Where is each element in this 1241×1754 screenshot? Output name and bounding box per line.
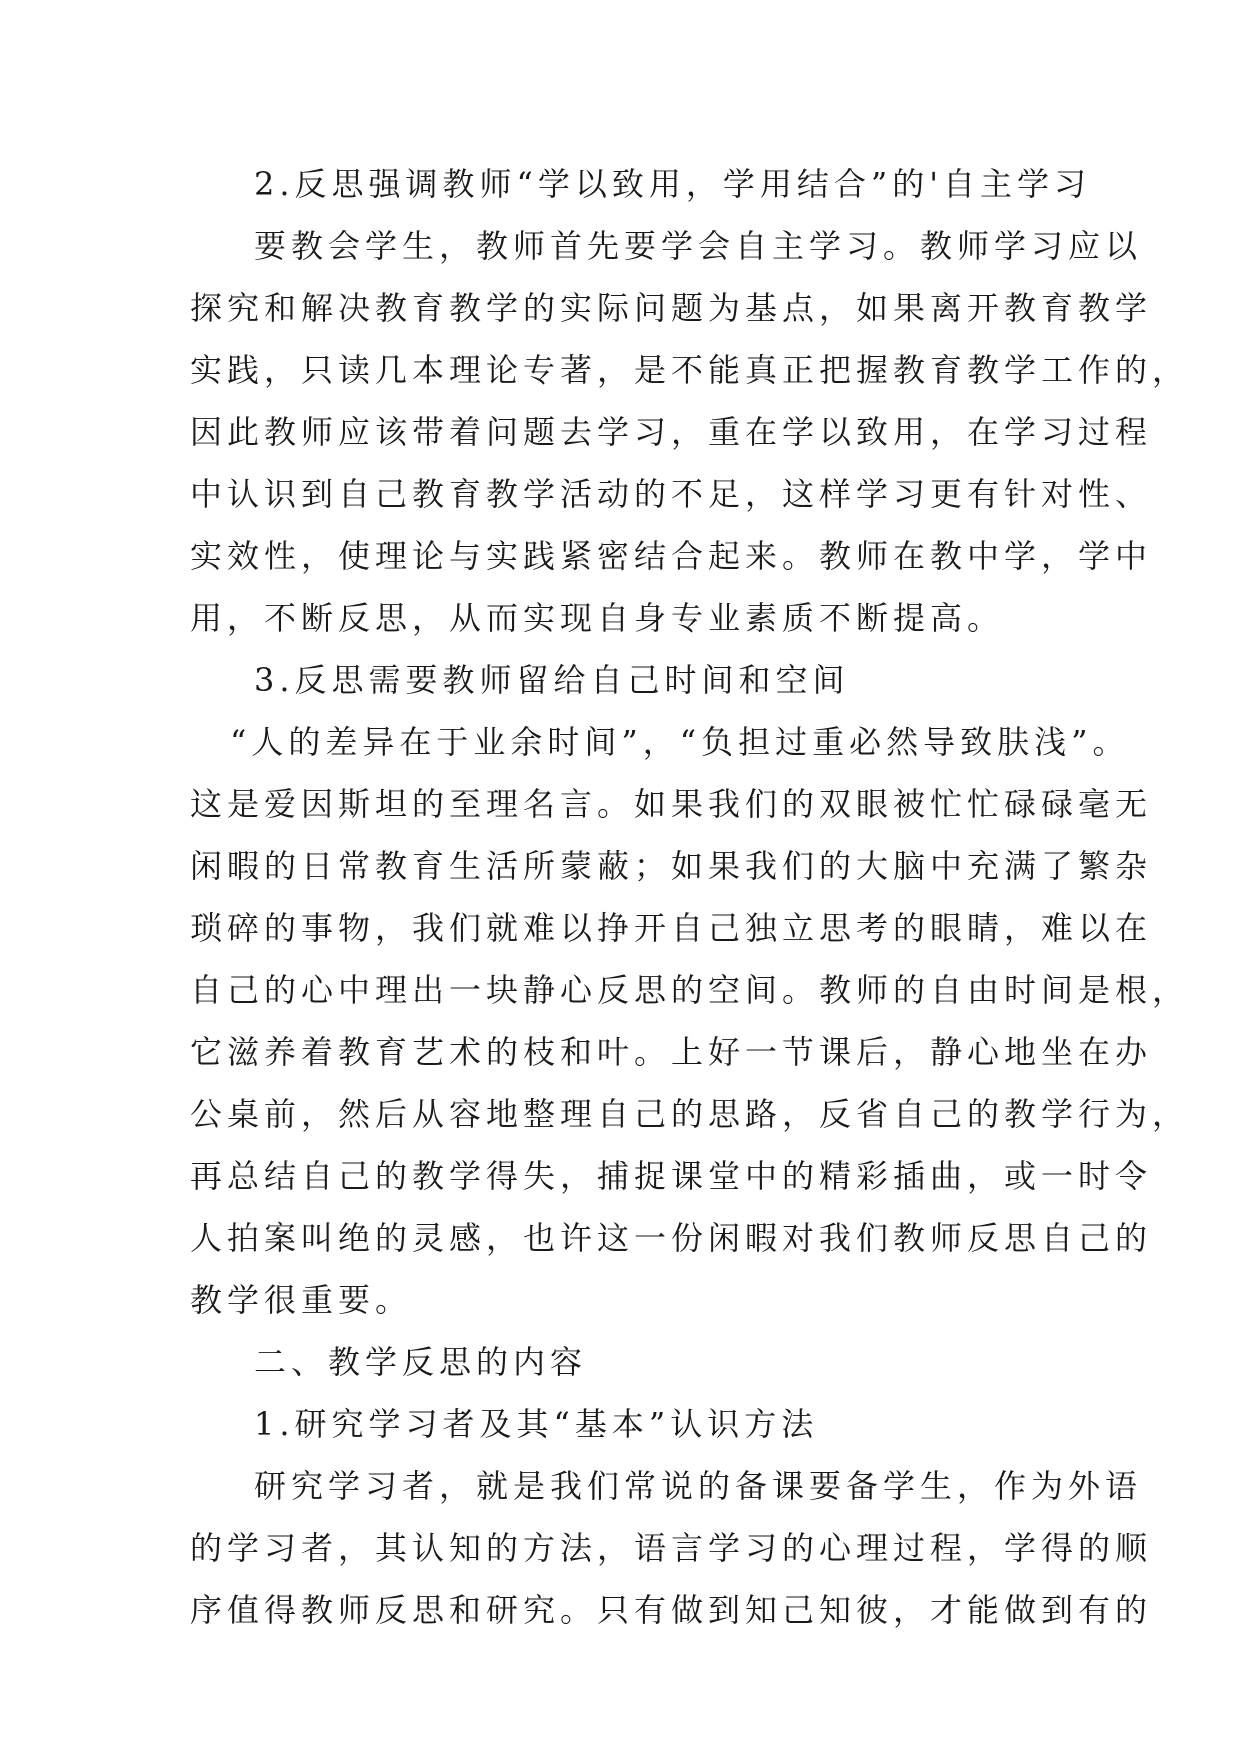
paragraph-line: 公桌前，然后从容地整理自己的思路，反省自己的教学行为， [190, 1095, 1190, 1133]
paragraph-line: 研究学习者，就是我们常说的备课要备学生，作为外语 [254, 1467, 1143, 1505]
paragraph-line: 琐碎的事物，我们就难以挣开自己独立思考的眼睛，难以在 [190, 909, 1153, 947]
paragraph-line: 教学很重要。 [190, 1281, 413, 1319]
paragraph-line: 探究和解决教育教学的实际问题为基点，如果离开教育教学 [190, 289, 1153, 327]
paragraph-line: “人的差异在于业余时间”，“负担过重必然导致肤浅”。 [230, 723, 1130, 761]
paragraph-line: 用，不断反思，从而实现自身专业素质不断提高。 [190, 599, 1005, 637]
section-heading-3: 3.反思需要教师留给自己时间和空间 [254, 661, 850, 699]
paragraph-line: 它滋养着教育艺术的枝和叶。上好一节课后，静心地坐在办 [190, 1033, 1153, 1071]
document-body [190, 153, 1190, 1641]
paragraph-line: 的学习者，其认知的方法，语言学习的心理过程，学得的顺 [190, 1529, 1153, 1567]
paragraph-line: 这是爱因斯坦的至理名言。如果我们的双眼被忙忙碌碌毫无 [190, 785, 1153, 823]
paragraph-line: 实效性，使理论与实践紧密结合起来。教师在教中学，学中 [190, 537, 1153, 575]
paragraph-line: 闲暇的日常教育生活所蒙蔽；如果我们的大脑中充满了繁杂 [190, 847, 1153, 885]
paragraph-line: 要教会学生，教师首先要学会自主学习。教师学习应以 [254, 227, 1143, 265]
paragraph-line: 再总结自己的教学得失，捕捉课堂中的精彩插曲，或一时令 [190, 1157, 1153, 1195]
paragraph-line: 人拍案叫绝的灵感，也许这一份闲暇对我们教师反思自己的 [190, 1219, 1153, 1257]
section-heading-2: 2.反思强调教师“学以致用，学用结合”的'自主学习 [254, 165, 1092, 203]
paragraph-line: 自己的心中理出一块静心反思的空间。教师的自由时间是根， [190, 971, 1190, 1009]
paragraph-line: 实践，只读几本理论专著，是不能真正把握教育教学工作的， [190, 351, 1190, 389]
chapter-heading: 二、教学反思的内容 [254, 1343, 588, 1381]
paragraph-line: 中认识到自己教育教学活动的不足，这样学习更有针对性、 [190, 475, 1153, 513]
section-heading-1: 1.研究学习者及其“基本”认识方法 [254, 1405, 819, 1443]
paragraph-line: 序值得教师反思和研究。只有做到知己知彼，才能做到有的 [190, 1591, 1153, 1629]
paragraph-line: 因此教师应该带着问题去学习，重在学以致用，在学习过程 [190, 413, 1153, 451]
